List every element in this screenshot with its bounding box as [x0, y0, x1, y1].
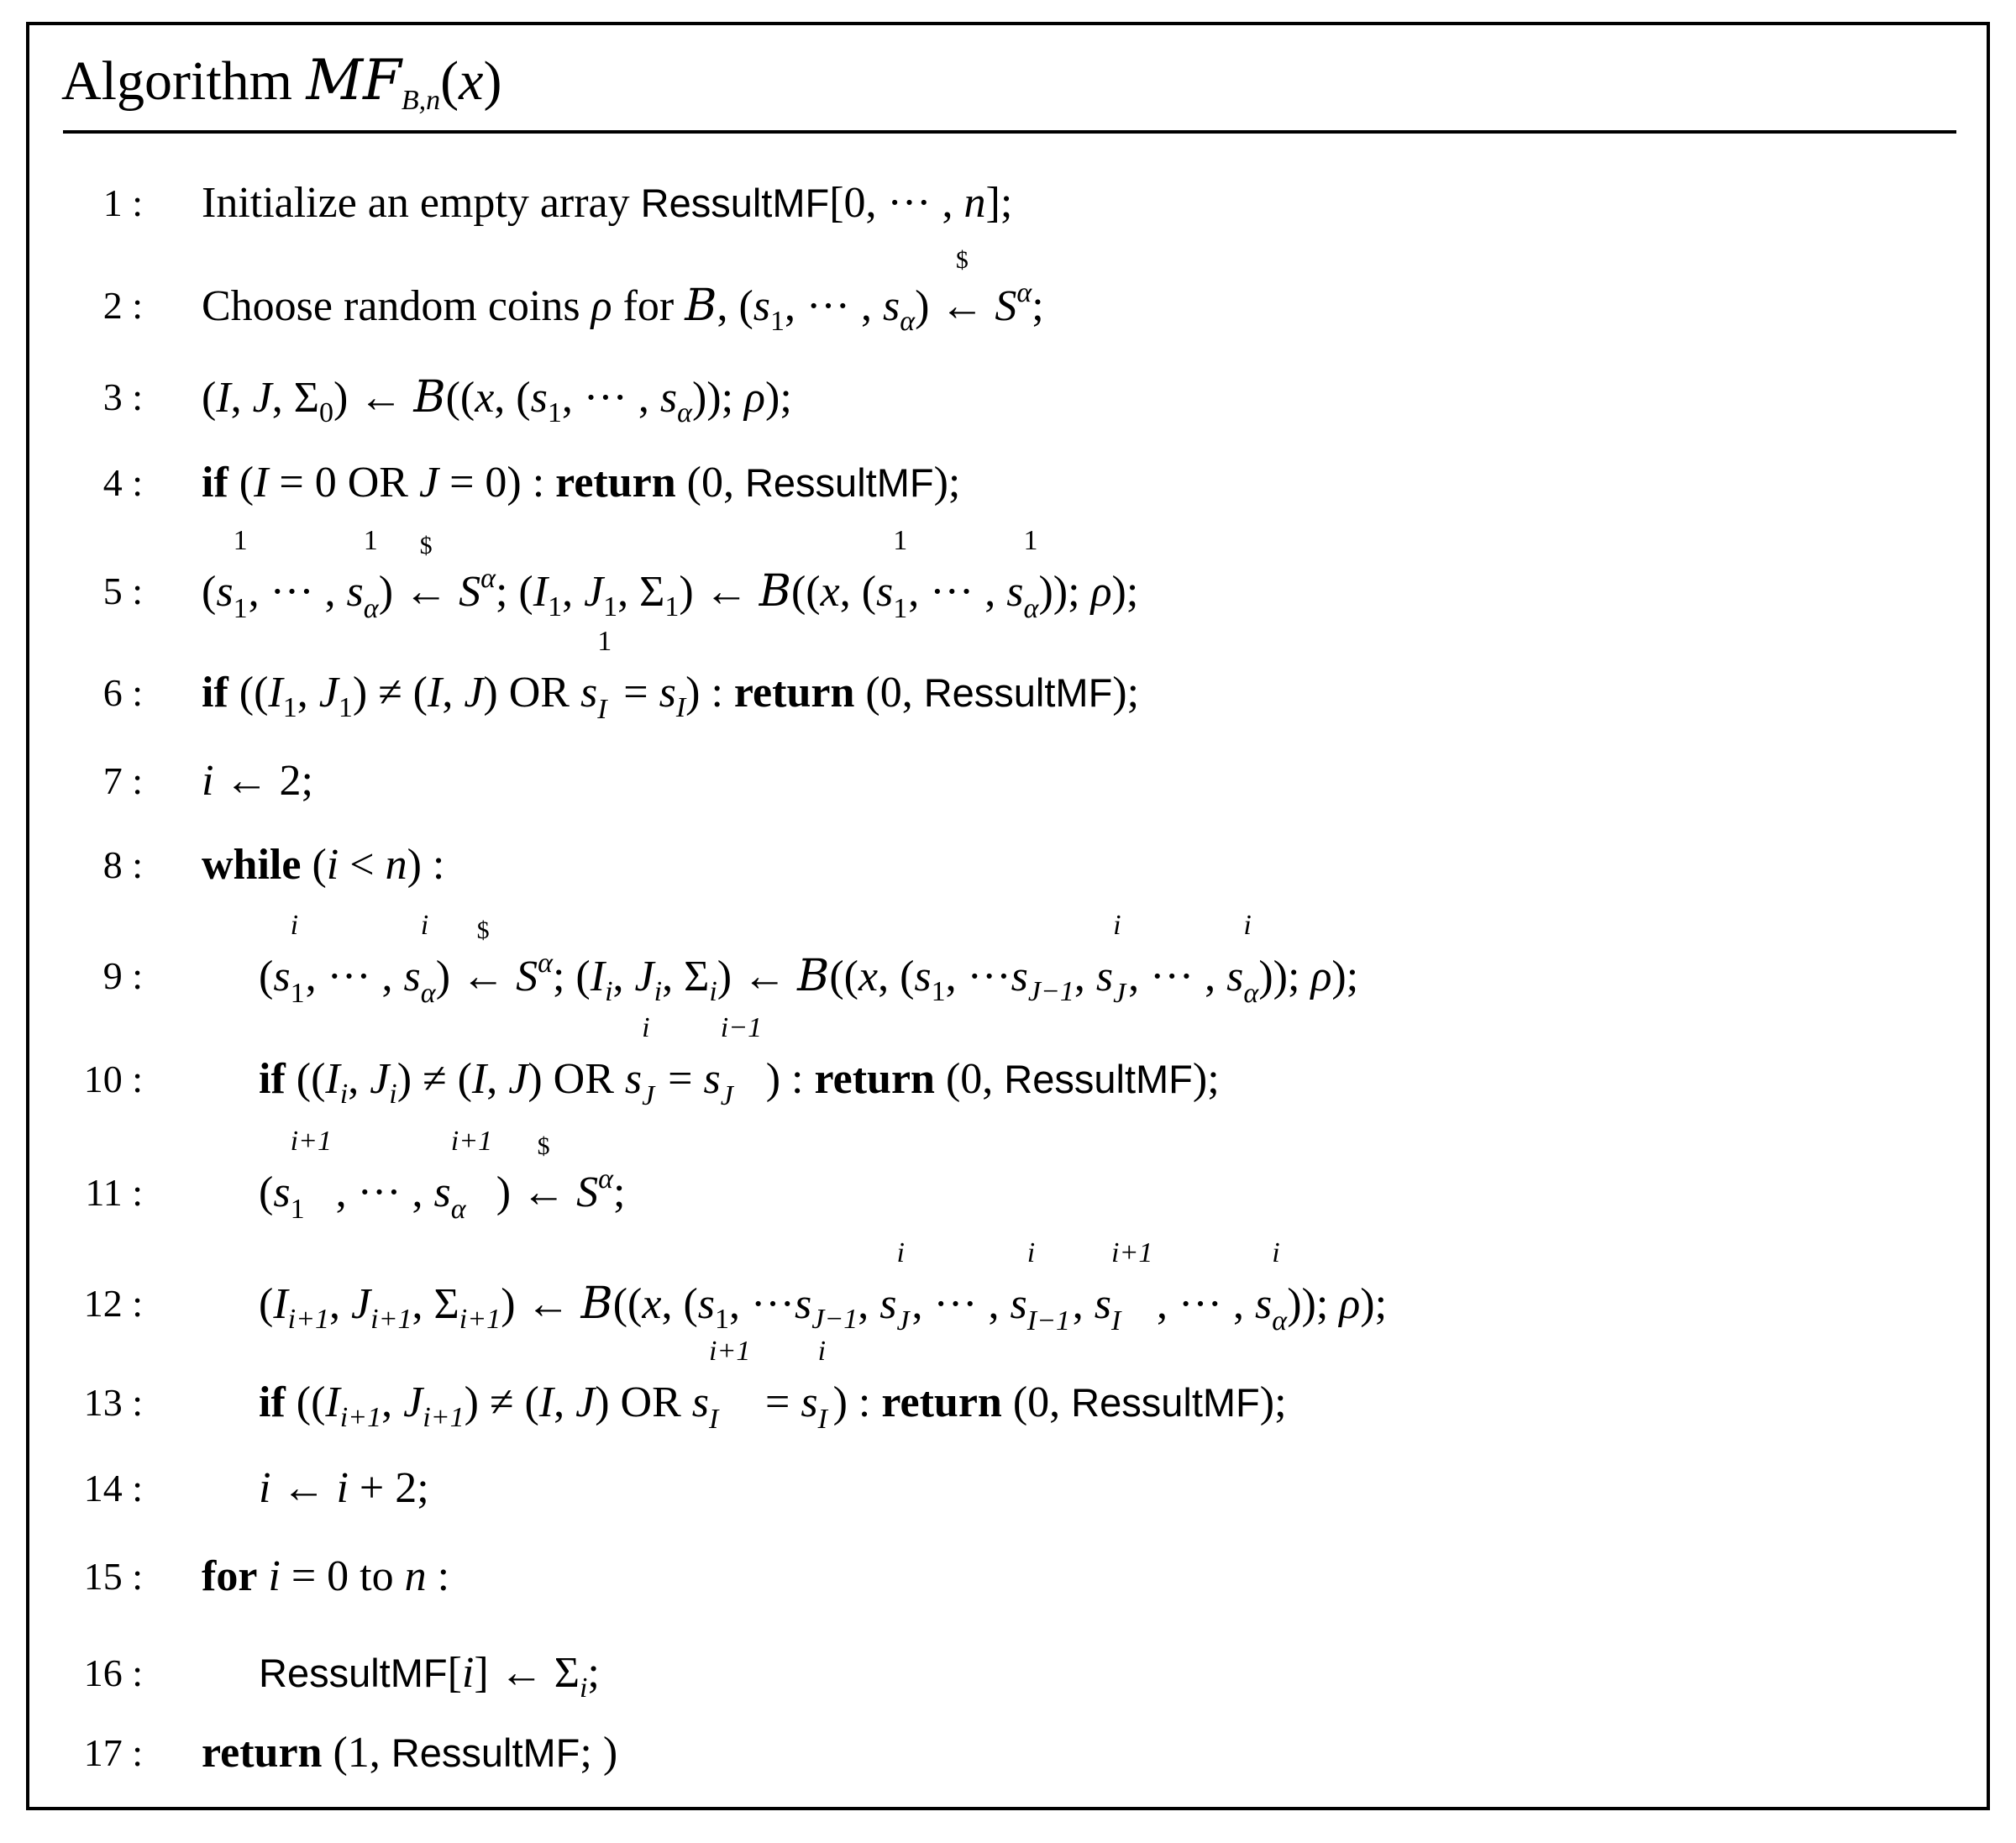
line-content: (s i 1, ··· , s i α) $ ← $S^\alpha$; ($I_i$, $J_i$, $\Sigma_i$) ← B((x, ($s_1$, $\cdot\cdot\cdot s_{J-1}$, s i J, ··· , s i α)); ρ);	[259, 910, 1359, 1009]
algorithm-line	[0, 832, 2016, 899]
line-number: 15 :	[83, 1555, 143, 1598]
line-content: if (($I_{i+1}$, $J_{i+1}) \ne (I$, J) OR s i+1 I = s i I ) : return (0, RessultMF);	[259, 1336, 1287, 1435]
keyword: return	[555, 459, 676, 507]
keyword: if	[259, 1378, 286, 1426]
line-content: Initialize an empty array RessultMF[0, ··· , n];	[202, 179, 1013, 227]
keyword: return	[202, 1729, 323, 1777]
algorithm-line	[0, 449, 2016, 517]
keyword: if	[202, 459, 228, 507]
algorithm-line	[0, 1720, 2016, 1787]
random-sample-arrow-icon: $ ←	[461, 916, 506, 1000]
algorithm-line	[0, 364, 2016, 431]
variable-ressultmf: RessultMF	[391, 1730, 580, 1775]
keyword: return	[881, 1378, 1002, 1426]
algorithm-line	[0, 1237, 2016, 1337]
variable-ressultmf: RessultMF	[1071, 1380, 1260, 1425]
algorithm-line	[0, 1336, 2016, 1436]
line-content: return (1, RessultMF; )	[202, 1729, 618, 1777]
line-number: 9 :	[102, 954, 143, 997]
line-content: while (i < n) :	[202, 841, 445, 889]
keyword: if	[202, 669, 228, 717]
keyword: while	[202, 841, 302, 889]
variable-ressultmf: RessultMF	[923, 670, 1113, 715]
line-number: 13 :	[83, 1381, 143, 1424]
line-content: for i = 0 to n :	[202, 1552, 450, 1600]
line-content: RessultMF[i] ← $\Sigma_i$;	[259, 1649, 600, 1704]
line-number: 4 :	[102, 461, 143, 504]
line-number: 8 :	[102, 843, 143, 886]
line-number: 6 :	[102, 671, 143, 714]
algorithm-title: Algorithm $MF_{B,n}(x)$	[61, 48, 502, 116]
algorithm-line	[0, 1640, 2016, 1707]
random-sample-arrow-icon: $ ←	[522, 1132, 566, 1216]
line-number: 7 :	[102, 759, 143, 802]
algorithm-line	[0, 525, 2016, 625]
line-number: 1 :	[102, 181, 143, 224]
variable-ressultmf: RessultMF	[744, 460, 934, 505]
random-sample-arrow-icon: $ ←	[404, 532, 449, 616]
algorithm-line	[0, 1012, 2016, 1113]
algorithm-line	[0, 1126, 2016, 1226]
random-sample-arrow-icon: $ ←	[940, 246, 984, 330]
algorithm-line	[0, 1543, 2016, 1610]
line-number: 17 :	[83, 1731, 143, 1774]
variable-ressultmf: RessultMF	[259, 1651, 448, 1695]
keyword: return	[814, 1055, 935, 1103]
line-content: (s i+1 1 , ··· , s i+1 α ) $ ← $S^\alpha$;	[259, 1126, 626, 1225]
line-content: if (($I_1$, $J_1) \ne (I$, J) OR s 1 $I = s_I$) : return (0, RessultMF);	[202, 626, 1140, 725]
algorithm-line	[0, 1455, 2016, 1522]
keyword: if	[259, 1055, 286, 1103]
algorithm-line	[0, 748, 2016, 815]
line-content: (I, J, $\Sigma_0$) ← B((x, ($s_1$, ··· , $s_\alpha$)); ρ);	[202, 372, 792, 428]
line-number: 2 :	[102, 284, 143, 327]
line-number: 14 :	[83, 1467, 143, 1510]
line-content: i ← 2;	[202, 757, 313, 805]
keyword: for	[202, 1552, 258, 1600]
line-content: if (($I_i$, $J_i) \ne (I$, J) OR s i J = s i−1 J ) : return (0, RessultMF);	[259, 1012, 1220, 1111]
line-number: 3 :	[102, 375, 143, 418]
line-number: 10 :	[83, 1058, 143, 1100]
line-number: 12 :	[83, 1282, 143, 1325]
line-content: (s 1 1, ··· , s 1 α) $ ← $S^\alpha$; ($I_1$, $J_1$, $\Sigma_1$) ← B((x, (s 1 1, ··· , s 1 α)); ρ);	[202, 525, 1139, 624]
line-content: Choose random coins ρ for B, ($s_1$, ··· , $s_\alpha$) $ ← $S^\alpha$;	[202, 272, 1044, 340]
line-content: i ← i + 2;	[259, 1464, 429, 1512]
algorithm-line	[0, 626, 2016, 727]
line-content: if (I = 0 OR J = 0) : return (0, RessultMF);	[202, 459, 961, 507]
line-content: ($I_{i+1}$, $J_{i+1}$, $\Sigma_{i+1}$) ← B((x, ($s_1$, $\cdot\cdot\cdot s_{J-1}$, s i J, ··· , s i I−1, s i+1 I , ··· , s i α)); ρ);	[259, 1237, 1388, 1336]
line-number: 5 :	[102, 570, 143, 612]
line-number: 16 :	[83, 1651, 143, 1694]
line-number: 11 :	[85, 1171, 143, 1214]
variable-ressultmf: RessultMF	[1004, 1057, 1193, 1101]
algorithm-line	[0, 170, 2016, 237]
algorithm-line	[0, 910, 2016, 1010]
variable-ressultmf: RessultMF	[640, 181, 830, 225]
title-divider	[63, 130, 1956, 134]
keyword: return	[733, 669, 855, 717]
algorithm-line	[0, 246, 2016, 339]
